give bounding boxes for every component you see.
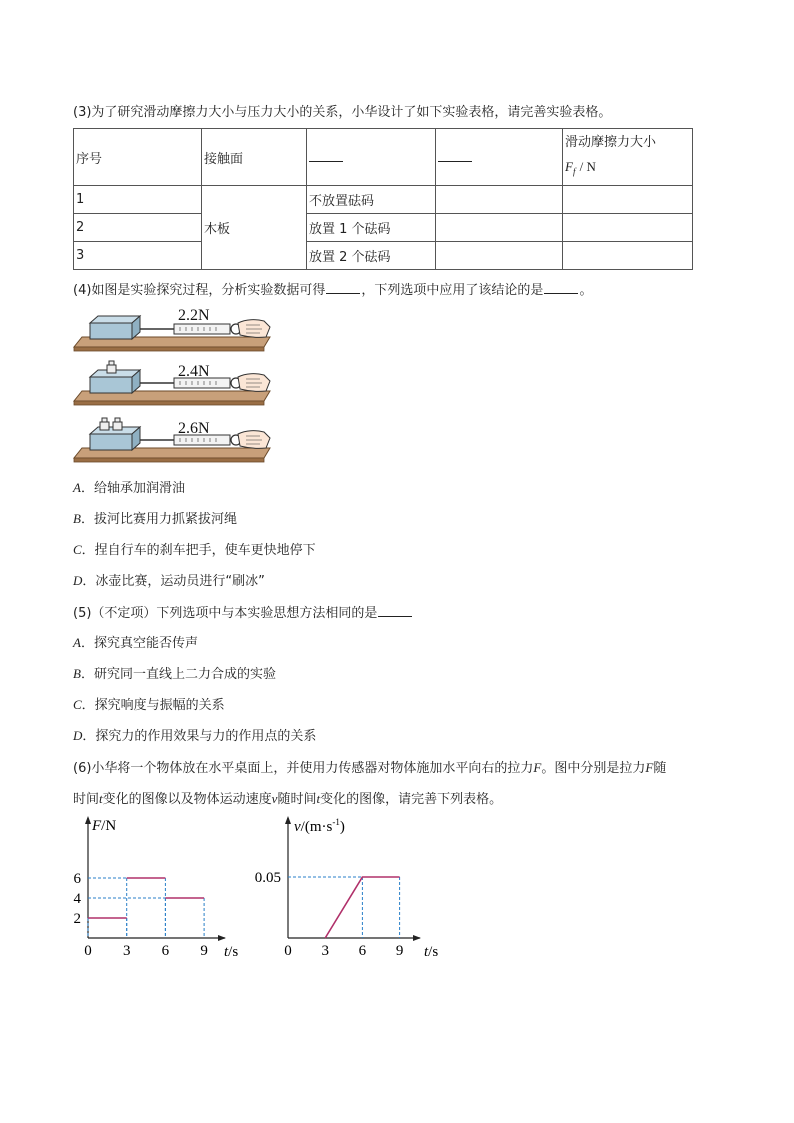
table-header-friction xyxy=(563,129,693,186)
y-axis-label: $v/(m\cdot s^{-1})$ xyxy=(294,817,345,835)
y-tick-label: 6 xyxy=(73,871,81,887)
table-header-blank-2 xyxy=(436,129,563,186)
table-header-surface: 接触面 xyxy=(202,129,307,186)
row-cell-empty[interactable] xyxy=(563,186,693,214)
row-condition: 放置 1 个砝码 xyxy=(307,214,436,242)
y-tick-label: 0.05 xyxy=(254,870,281,886)
friction-unit: $F_f$ / N xyxy=(565,158,596,177)
row-condition: 放置 2 个砝码 xyxy=(307,242,436,270)
reading-2: 2.4N xyxy=(178,363,210,380)
row-cell-empty[interactable] xyxy=(436,214,563,242)
x-tick-label: 6 xyxy=(358,943,367,959)
answer-blank[interactable] xyxy=(544,280,578,294)
stage-3 xyxy=(74,427,270,462)
table-header-no: 序号 xyxy=(74,129,202,186)
q3-prompt: (3)为了研究滑动摩擦力大小与压力大小的关系，小华设计了如下实验表格，请完善实验表格。 xyxy=(73,105,612,120)
x-axis-arrow xyxy=(218,935,226,941)
row-condition: 不放置砝码 xyxy=(307,186,436,214)
velocity-time-chart xyxy=(246,810,456,966)
q4-option-c[interactable]: C．捏自行车的刹车把手，使车更快地停下 xyxy=(73,542,316,558)
weight-icon xyxy=(107,361,116,373)
row-cell-empty[interactable] xyxy=(563,214,693,242)
q4-prompt: (4)如图是实验探究过程，分析实验数据可得 ，下列选项中应用了该结论的是 。 xyxy=(73,280,592,300)
force-time-chart xyxy=(64,810,244,966)
row-no: 3 xyxy=(74,242,202,270)
q6-line-2: 时间t变化的图像以及物体运动速度v随时间t变化的图像，请完善下列表格。 xyxy=(73,791,503,807)
table-row xyxy=(74,214,693,242)
friction-label: 滑动摩擦力大小 xyxy=(565,134,657,150)
x-tick-label: 3 xyxy=(321,943,329,959)
x-tick-label: 6 xyxy=(161,943,170,959)
x-tick-label: 9 xyxy=(200,943,208,959)
row-cell-empty[interactable] xyxy=(436,242,563,270)
stage-1 xyxy=(74,316,270,351)
q4-option-b[interactable]: B．拔河比赛用力抓紧拔河绳 xyxy=(73,511,237,527)
y-tick-label: 2 xyxy=(73,911,81,927)
stage-2 xyxy=(74,370,270,405)
y-axis-arrow xyxy=(285,816,291,824)
y-tick-label: 4 xyxy=(73,891,81,907)
reading-1: 2.2N xyxy=(178,307,210,324)
q5-option-c[interactable]: C．探究响度与振幅的关系 xyxy=(73,697,225,713)
x-tick-label: 3 xyxy=(122,943,131,959)
x-axis-label: t/s xyxy=(424,944,439,960)
experiment-illustration xyxy=(70,303,274,469)
answer-blank[interactable] xyxy=(326,280,360,294)
row-cell-empty[interactable] xyxy=(563,242,693,270)
reading-3: 2.6N xyxy=(178,420,210,437)
table-header-blank-1 xyxy=(307,129,436,186)
row-cell-empty[interactable] xyxy=(436,186,563,214)
y-axis-arrow xyxy=(85,816,91,824)
row-no: 2 xyxy=(74,214,202,242)
row-no: 1 xyxy=(74,186,202,214)
q5-option-d[interactable]: D．探究力的作用效果与力的作用点的关系 xyxy=(73,728,317,744)
x-tick-label: 9 xyxy=(395,943,404,959)
q5-option-a[interactable]: A．探究真空能否传声 xyxy=(73,635,198,651)
q4-option-a[interactable]: A．给轴承加润滑油 xyxy=(73,480,185,496)
x-axis-arrow xyxy=(413,935,421,941)
answer-blank[interactable] xyxy=(438,149,472,162)
table-row xyxy=(74,242,693,270)
answer-blank[interactable] xyxy=(309,149,343,162)
experiment-table xyxy=(73,128,693,270)
x-axis-label: t/s xyxy=(224,944,239,960)
x-tick-label: 0 xyxy=(284,943,292,959)
q4-option-d[interactable]: D．冰壶比赛，运动员进行“刷冰” xyxy=(73,573,265,589)
q5-prompt: (5)（不定项）下列选项中与本实验思想方法相同的是 xyxy=(73,603,413,623)
q6-line-1: (6)小华将一个物体放在水平桌面上，并使用力传感器对物体施加水平向右的拉力F。图中分别是拉力F随 xyxy=(73,760,667,776)
y-axis-label: F/N xyxy=(92,818,117,834)
row-surface: 木板 xyxy=(202,186,307,270)
table-row xyxy=(74,186,693,214)
answer-blank[interactable] xyxy=(378,603,412,617)
x-tick-label: 0 xyxy=(84,943,92,959)
q5-option-b[interactable]: B．研究同一直线上二力合成的实验 xyxy=(73,666,276,682)
